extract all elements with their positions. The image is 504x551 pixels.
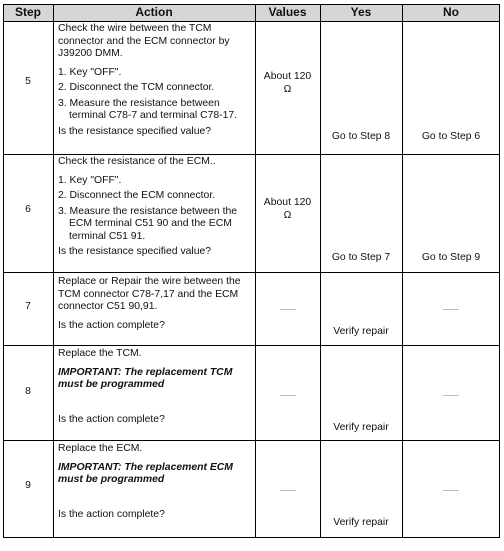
grid-line: [3, 154, 500, 155]
action-step-item: 3. Measure the resistance between the ECM terminal C51 90 and the ECM terminal C51 91.: [58, 205, 238, 242]
value-unit: Ω: [283, 83, 292, 95]
action-question: Is the action complete?: [58, 319, 165, 331]
grid-line: [53, 4, 54, 538]
value-unit: Ω: [283, 209, 292, 221]
row-5-action: [58, 23, 252, 138]
row-5-no: Go to Step 6: [421, 131, 481, 142]
action-step-item: 3. Measure the resistance between terminal C78-7 and terminal C78-17.: [58, 97, 238, 121]
action-steps: [58, 67, 252, 123]
action-step-item: 1. Key "OFF".: [58, 174, 122, 186]
action-step-item: 2. Disconnect the TCM connector.: [58, 82, 215, 93]
action-step-item: 2. Disconnect the ECM connector.: [58, 190, 216, 201]
grid-line: [320, 4, 321, 538]
row-8-action: [58, 348, 252, 426]
row-8-value-dash: [280, 395, 296, 396]
action-intro: Check the resistance of the ECM..: [58, 156, 216, 167]
action-intro: Replace the TCM.: [58, 348, 142, 359]
row-9-action: [58, 443, 252, 521]
row-8-no-dash: [443, 395, 459, 396]
row-9-yes: Verify repair: [333, 517, 389, 528]
row-5-value: [255, 71, 320, 96]
grid-line: [3, 440, 500, 441]
grid-line: [499, 4, 500, 538]
row-6-action: [58, 156, 252, 259]
action-question: Is the resistance specified value?: [58, 246, 212, 257]
action-question: Is the action complete?: [58, 413, 165, 425]
row-9-no-dash: [443, 490, 459, 491]
row-6-value: [255, 197, 320, 222]
row-7-yes: Verify repair: [333, 326, 389, 337]
row-7-value-dash: [280, 309, 296, 310]
grid-line: [3, 4, 500, 5]
grid-line: [3, 345, 500, 346]
row-6-step: 6: [25, 204, 31, 215]
header-action: Action: [135, 5, 173, 19]
grid-line: [402, 4, 403, 538]
grid-line: [3, 272, 500, 273]
header-yes: Yes: [350, 5, 372, 19]
row-6-yes: Go to Step 7: [331, 252, 391, 263]
row-7-no-dash: [443, 309, 459, 310]
row-8-step: 8: [25, 386, 31, 397]
action-question: Is the resistance specified value?: [58, 125, 212, 137]
header-values: Values: [268, 5, 307, 19]
row-6-no: Go to Step 9: [421, 252, 481, 263]
important-note: IMPORTANT: The replacement ECM must be programmed: [58, 461, 233, 485]
row-9-value-dash: [280, 490, 296, 491]
value-text: About 120: [263, 197, 312, 208]
row-5-yes: Go to Step 8: [331, 131, 391, 142]
grid-line: [3, 537, 500, 538]
action-question: Is the action complete?: [58, 508, 165, 520]
action-intro: Replace the ECM.: [58, 443, 143, 454]
row-5-step: 5: [25, 76, 31, 87]
row-7-step: 7: [25, 301, 31, 312]
row-9-step: 9: [25, 480, 31, 491]
header-no: No: [443, 5, 459, 19]
row-8-yes: Verify repair: [333, 422, 389, 433]
action-intro: Check the wire between the TCM connector and the ECM connector by J39200 DMM.: [58, 23, 230, 59]
value-text: About 120: [263, 71, 312, 82]
important-note: IMPORTANT: The replacement TCM must be programmed: [58, 366, 233, 390]
action-steps: [58, 175, 252, 244]
grid-line: [3, 21, 500, 22]
row-7-action: [58, 276, 252, 332]
action-step-item: 1. Key "OFF".: [58, 66, 122, 78]
action-intro: Replace or Repair the wire between the TCM connector C78-7,17 and the ECM connector C51 90,91.: [58, 276, 241, 312]
header-step: Step: [14, 5, 41, 19]
